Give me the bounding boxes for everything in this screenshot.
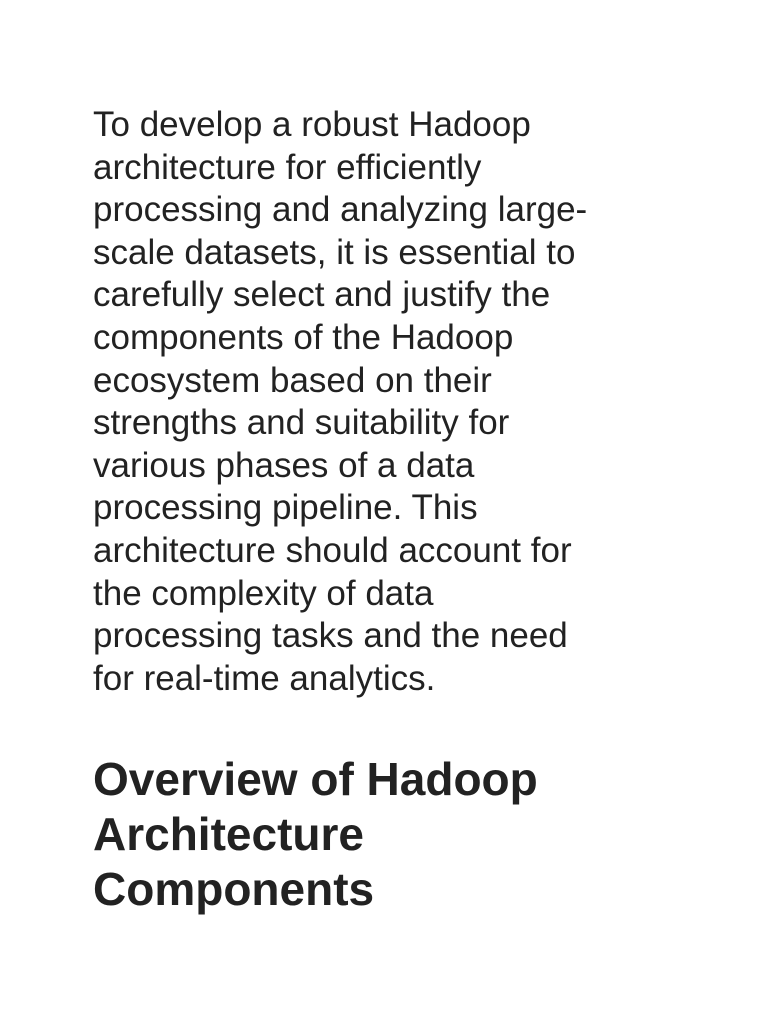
paragraph-line: carefully select and justify the	[93, 275, 551, 315]
paragraph-line: various phases of a data	[93, 445, 475, 485]
heading-line: Components	[93, 863, 375, 916]
heading-line: Overview of Hadoop	[93, 753, 538, 806]
heading-line: Architecture	[93, 808, 364, 861]
paragraph-line: strengths and suitability for	[93, 403, 510, 443]
paragraph-line: for real-time analytics.	[93, 658, 436, 698]
paragraph-line: ecosystem based on their	[93, 360, 492, 400]
paragraph-line: components of the Hadoop	[93, 317, 514, 357]
paragraph-line: architecture for efficiently	[93, 147, 482, 187]
paragraph-line: architecture should account for	[93, 530, 572, 570]
intro-paragraph	[93, 104, 673, 700]
paragraph-line: the complexity of data	[93, 573, 434, 613]
paragraph-line: processing tasks and the need	[93, 616, 568, 656]
paragraph-line: To develop a robust Hadoop	[93, 105, 531, 144]
section-heading	[93, 752, 673, 917]
paragraph-line: processing pipeline. This	[93, 488, 478, 528]
paragraph-line: scale datasets, it is essential to	[93, 232, 576, 272]
paragraph-line: processing and analyzing large-	[93, 190, 588, 230]
